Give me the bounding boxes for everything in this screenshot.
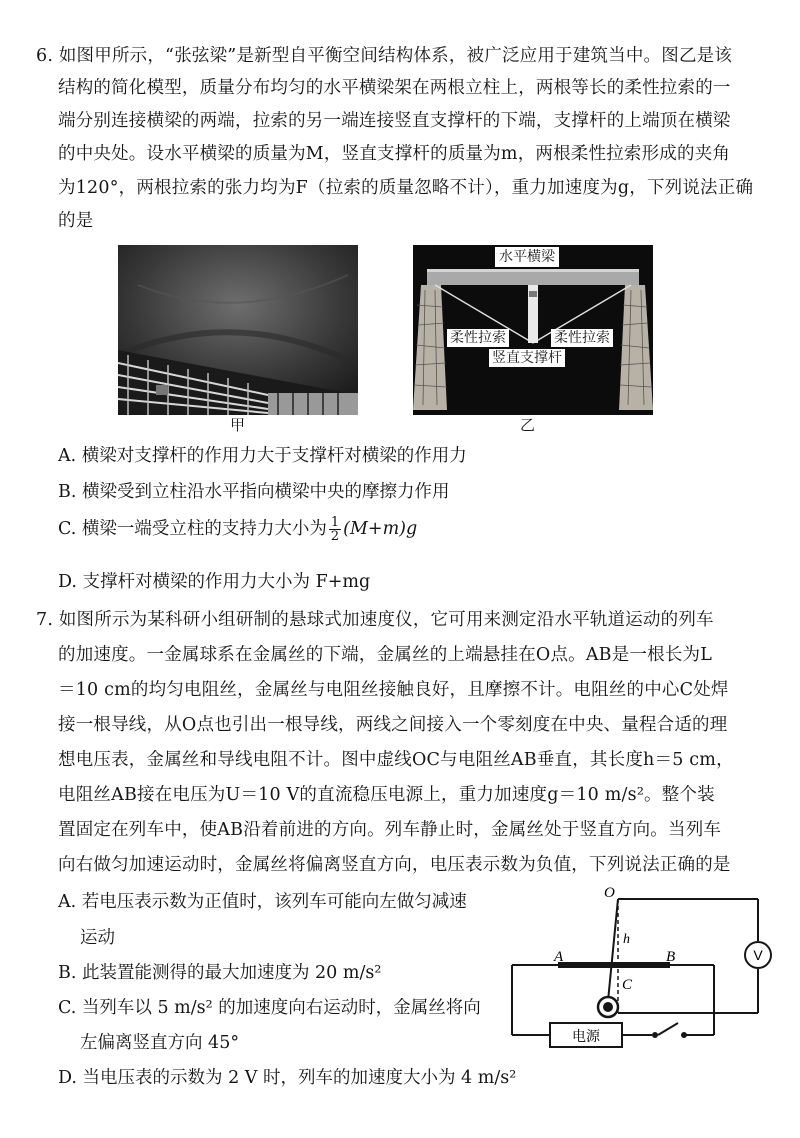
label-a: A — [554, 949, 564, 965]
label-o: O — [604, 885, 615, 901]
q6-line-4: 的中央处。设水平横梁的质量为M，竖直支撑杆的质量为m，两根柔性拉索形成的夹角 — [58, 144, 731, 164]
label-h: h — [623, 932, 630, 947]
q6-option-b: B. 横梁受到立柱沿水平指向横梁中央的摩擦力作用 — [58, 482, 450, 502]
q7-line-1: 7. 如图所示为某科研小组研制的悬球式加速度仪，它可用来测定沿水平轨道运动的列车 — [36, 610, 714, 630]
q6-option-d: D. 支撑杆对横梁的作用力大小为 F+mg — [58, 572, 371, 592]
figure-yi-caption: 乙 — [520, 416, 536, 434]
q7-line-6: 电阻丝AB接在电压为U＝10 V的直流稳压电源上，重力加速度g＝10 m/s²。整个装 — [58, 785, 715, 805]
label-c: C — [622, 977, 633, 993]
q7-option-a-line-2: 运动 — [80, 928, 115, 948]
q6-option-c-fraction — [329, 516, 341, 543]
q7-line-3: ＝10 cm的均匀电阻丝，金属丝与电阻丝接触良好，且摩擦不计。电阻丝的中心C处焊 — [58, 680, 729, 700]
q7-line-5: 想电压表，金属丝和导线电阻不计。图中虚线OC与电阻丝AB垂直，其长度h＝5 cm， — [58, 750, 734, 770]
figure-yi-model — [413, 245, 653, 415]
q7-option-c-line-1: C. 当列车以 5 m/s² 的加速度向右运动时，金属丝将向 — [58, 998, 481, 1018]
power-source-label: 电源 — [572, 1029, 600, 1045]
label-b: B — [666, 949, 676, 965]
q6-option-c-suffix: (M+m)g — [343, 519, 418, 539]
q7-line-2: 的加速度。一金属球系在金属丝的下端，金属丝的上端悬挂在O点。AB是一根长为L — [58, 645, 713, 665]
fraction-denominator: 2 — [330, 529, 340, 544]
q6-line-2: 结构的简化模型，质量分布均匀的水平横梁架在两根立柱上，两根等长的柔性拉索的一 — [58, 78, 731, 98]
q7-option-b: B. 此装置能测得的最大加速度为 20 m/s² — [58, 963, 382, 983]
metal-wire — [608, 899, 618, 1001]
label-strut: 竖直支撑杆 — [489, 349, 565, 367]
q7-line-8: 向右做匀加速运动时，金属丝将偏离竖直方向，电压表示数为负值，下列说法正确的是 — [58, 855, 731, 875]
figure-jia-photo — [118, 245, 358, 415]
q7-option-d: D. 当电压表的示数为 2 V 时，列车的加速度大小为 4 m/s² — [58, 1068, 517, 1088]
q7-option-a-line-1: A. 若电压表示数为正值时，该列车可能向左做匀减速 — [58, 892, 467, 912]
q7-line-7: 置固定在列车中，使AB沿着前进的方向。列车静止时，金属丝处于竖直方向。当列车 — [58, 820, 722, 840]
fraction-numerator: 1 — [330, 515, 340, 530]
q6-option-c-prefix: C. 横梁一端受立柱的支持力大小为 — [58, 519, 327, 539]
q6-line-5: 为120°，两根拉索的张力均为F（拉索的质量忽略不计），重力加速度为g，下列说法正确 — [58, 178, 754, 198]
q6-line-6: 的是 — [58, 211, 94, 231]
switch — [658, 1023, 678, 1035]
voltmeter-label: V — [753, 947, 763, 963]
q6-option-c — [58, 515, 417, 543]
figure-jia-caption: 甲 — [230, 416, 246, 434]
q7-line-4: 接一根导线，从O点也引出一根导线，两线之间接入一个零刻度在中央、量程合适的理 — [58, 715, 728, 735]
q6-line-1: 6. 如图甲所示，“张弦梁”是新型自平衡空间结构体系，被广泛应用于建筑当中。图乙是该 — [36, 46, 733, 66]
q7-option-c-line-2: 左偏离竖直方向 45° — [80, 1033, 240, 1053]
label-cable-left: 柔性拉索 — [447, 329, 509, 347]
q6-option-a: A. 横梁对支撑杆的作用力大于支撑杆对横梁的作用力 — [58, 446, 467, 466]
label-cable-right: 柔性拉索 — [551, 329, 613, 347]
q6-line-3: 端分别连接横梁的两端，拉索的另一端连接竖直支撑杆的下端，支撑杆的上端顶在横梁 — [58, 111, 731, 131]
label-beam: 水平横梁 — [495, 247, 559, 267]
accelerometer-circuit-diagram — [500, 885, 780, 1065]
